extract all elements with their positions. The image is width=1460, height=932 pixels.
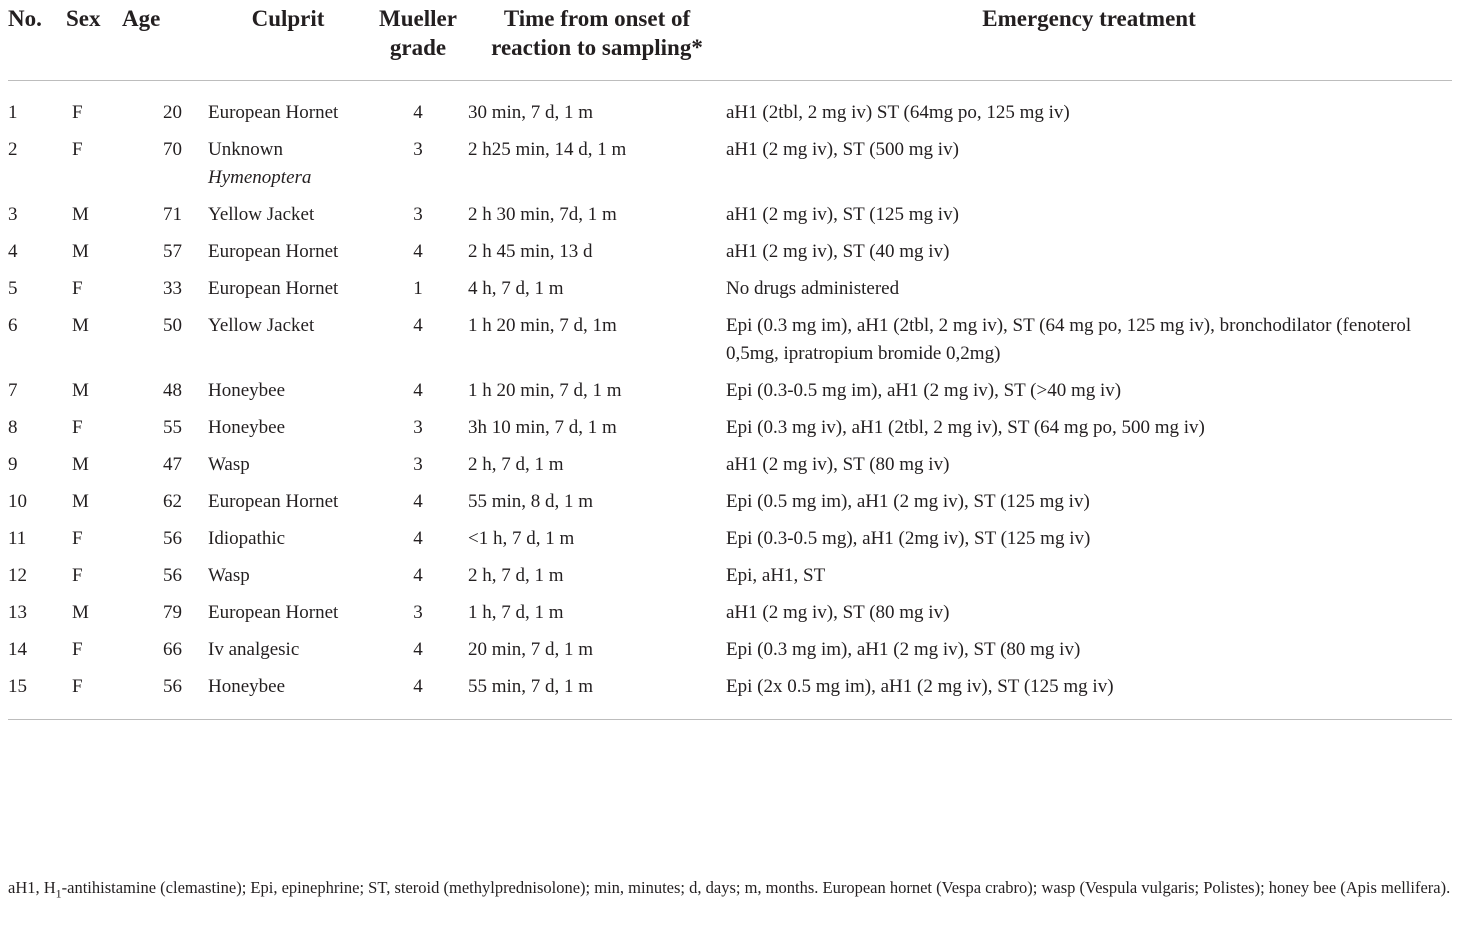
footnote-abbrev: aH1, H [8,878,56,897]
table-row [8,275,1452,312]
cell-age: 79 [163,602,182,623]
table-row [8,525,1452,562]
cell-age: 62 [163,491,182,512]
header-treatment: Emergency treatment [726,0,1452,81]
cell-no: 12 [8,565,27,586]
cell-treatment: Epi, aH1, ST [726,565,826,586]
cell-sex: M [72,380,89,401]
cell-time: 1 h 20 min, 7 d, 1 m [468,380,622,401]
cell-sex: F [72,528,83,549]
cell-time: 2 h25 min, 14 d, 1 m [468,139,627,160]
cell-treatment: Epi (0.3 mg im), aH1 (2tbl, 2 mg iv), ST (64 mg po, 125 mg iv), bronchodilator (fenoterol 0,5mg, ipratropium bromide 0,2mg) [726,315,1412,364]
cell-time: 3h 10 min, 7 d, 1 m [468,417,617,438]
cell-age: 71 [163,204,182,225]
cell-treatment: No drugs administered [726,278,900,299]
cell-age: 33 [163,278,182,299]
cell-treatment: Epi (2x 0.5 mg im), aH1 (2 mg iv), ST (125 mg iv) [726,673,1452,720]
cell-treatment: aH1 (2 mg iv), ST (80 mg iv) [726,454,950,475]
cell-treatment: Epi (0.3-0.5 mg), aH1 (2mg iv), ST (125 mg iv) [726,528,1091,549]
cell-grade: 3 [413,602,423,623]
cell-treatment: aH1 (2 mg iv), ST (125 mg iv) [726,204,959,225]
cell-grade: 4 [413,491,423,512]
cell-culprit: Idiopathic [208,528,286,549]
cell-time: 30 min, 7 d, 1 m [468,102,594,123]
cell-age: 66 [163,639,182,660]
cell-grade: 4 [413,639,423,660]
cell-no: 11 [8,528,27,549]
cell-no: 15 [8,673,66,720]
cell-time: 1 h 20 min, 7 d, 1m [468,315,617,336]
cell-grade: 4 [413,241,423,262]
table-row [8,136,1452,201]
culprit-text: Unknown [208,139,283,160]
header-age: Age [122,0,208,81]
cell-sex: M [72,602,89,623]
cell-sex: M [72,204,89,225]
table-row [8,238,1452,275]
cell-culprit: European Hornet [208,102,339,123]
header-mueller-grade: Mueller grade [368,0,468,81]
cell-grade: 3 [413,417,423,438]
table-row [8,377,1452,414]
table-row [8,562,1452,599]
cell-no: 8 [8,417,18,438]
cell-sex: F [66,673,122,720]
cell-no: 3 [8,204,18,225]
cell-time: 55 min, 7 d, 1 m [468,673,726,720]
cell-age: 47 [163,454,182,475]
cell-no: 13 [8,602,27,623]
table-row [8,312,1452,377]
header-no: No. [8,0,66,81]
cell-sex: F [72,278,83,299]
table-row [8,81,1452,137]
header-culprit: Culprit [208,0,368,81]
cell-grade: 3 [413,454,423,475]
patients-table [8,0,1452,720]
cell-sex: F [72,417,83,438]
cell-time: 2 h 45 min, 13 d [468,241,593,262]
cell-sex: M [72,241,89,262]
cell-no: 9 [8,454,18,475]
cell-culprit [208,136,368,201]
header-row [8,0,1452,81]
table-row [8,414,1452,451]
cell-sex: M [72,491,89,512]
cell-no: 5 [8,278,18,299]
cell-sex: M [72,315,89,336]
table-row [8,599,1452,636]
table-footnote [8,875,1452,901]
cell-treatment: Epi (0.3-0.5 mg im), aH1 (2 mg iv), ST (>40 mg iv) [726,380,1122,401]
cell-treatment: aH1 (2 mg iv), ST (80 mg iv) [726,602,950,623]
cell-time: <1 h, 7 d, 1 m [468,528,575,549]
cell-no: 14 [8,639,27,660]
cell-treatment: Epi (0.5 mg im), aH1 (2 mg iv), ST (125 mg iv) [726,491,1090,512]
cell-time: 55 min, 8 d, 1 m [468,491,594,512]
cell-grade: 3 [413,204,423,225]
cell-time: 20 min, 7 d, 1 m [468,639,594,660]
cell-grade: 4 [413,565,423,586]
cell-sex: F [72,639,83,660]
cell-time: 4 h, 7 d, 1 m [468,278,564,299]
cell-time: 2 h 30 min, 7d, 1 m [468,204,617,225]
cell-culprit: European Hornet [208,241,339,262]
cell-no: 10 [8,491,27,512]
cell-culprit: Yellow Jacket [208,204,315,225]
cell-culprit: Wasp [208,454,250,475]
cell-age: 57 [163,241,182,262]
cell-culprit: European Hornet [208,491,339,512]
cell-no: 6 [8,315,18,336]
cell-sex: F [72,102,83,123]
cell-age: 56 [163,565,182,586]
cell-culprit: Iv analgesic [208,639,300,660]
cell-age: 50 [163,315,182,336]
culprit-taxon: Hymenoptera [208,167,312,188]
cell-sex: F [72,565,83,586]
cell-no: 4 [8,241,18,262]
cell-age: 56 [163,528,182,549]
footnote-subscript: 1 [55,886,62,901]
cell-age: 48 [163,380,182,401]
cell-grade: 4 [368,673,468,720]
cell-age: 70 [163,139,182,160]
cell-time: 1 h, 7 d, 1 m [468,602,564,623]
cell-culprit: Wasp [208,565,250,586]
cell-no: 2 [8,139,18,160]
cell-grade: 3 [413,139,423,160]
cell-time: 2 h, 7 d, 1 m [468,454,564,475]
footnote-text: -antihistamine (clemastine); Epi, epinephrine; ST, steroid (methylprednisolone); min, minutes; d, days; m, months. European hornet (Vespa crabro); wasp (Vespula vulgaris; Polistes); honey bee (Apis mellifera). [61,878,1451,897]
cell-grade: 4 [413,380,423,401]
cell-grade: 4 [413,102,423,123]
cell-culprit: European Hornet [208,278,339,299]
cell-age: 20 [163,102,182,123]
cell-grade: 4 [413,528,423,549]
table-row [8,636,1452,673]
cell-culprit: Honeybee [208,673,368,720]
cell-sex: M [72,454,89,475]
table-row [8,201,1452,238]
cell-treatment: aH1 (2 mg iv), ST (500 mg iv) [726,139,959,160]
cell-no: 1 [8,102,18,123]
cell-age: 56 [122,673,208,720]
cell-sex: F [72,139,83,160]
cell-treatment: aH1 (2tbl, 2 mg iv) ST (64mg po, 125 mg iv) [726,102,1070,123]
cell-treatment: Epi (0.3 mg im), aH1 (2 mg iv), ST (80 mg iv) [726,639,1081,660]
cell-culprit: Honeybee [208,380,286,401]
cell-age: 55 [163,417,182,438]
cell-grade: 4 [413,315,423,336]
cell-grade: 1 [413,278,423,299]
header-sex: Sex [66,0,122,81]
cell-time: 2 h, 7 d, 1 m [468,565,564,586]
cell-culprit: Honeybee [208,417,286,438]
table-row [8,488,1452,525]
table-row [8,673,1452,720]
cell-no: 7 [8,380,18,401]
cell-treatment: Epi (0.3 mg iv), aH1 (2tbl, 2 mg iv), ST (64 mg po, 500 mg iv) [726,417,1205,438]
cell-treatment: aH1 (2 mg iv), ST (40 mg iv) [726,241,950,262]
cell-culprit: Yellow Jacket [208,315,315,336]
header-time: Time from onset of reaction to sampling* [468,0,726,81]
cell-culprit: European Hornet [208,602,339,623]
table-row [8,451,1452,488]
